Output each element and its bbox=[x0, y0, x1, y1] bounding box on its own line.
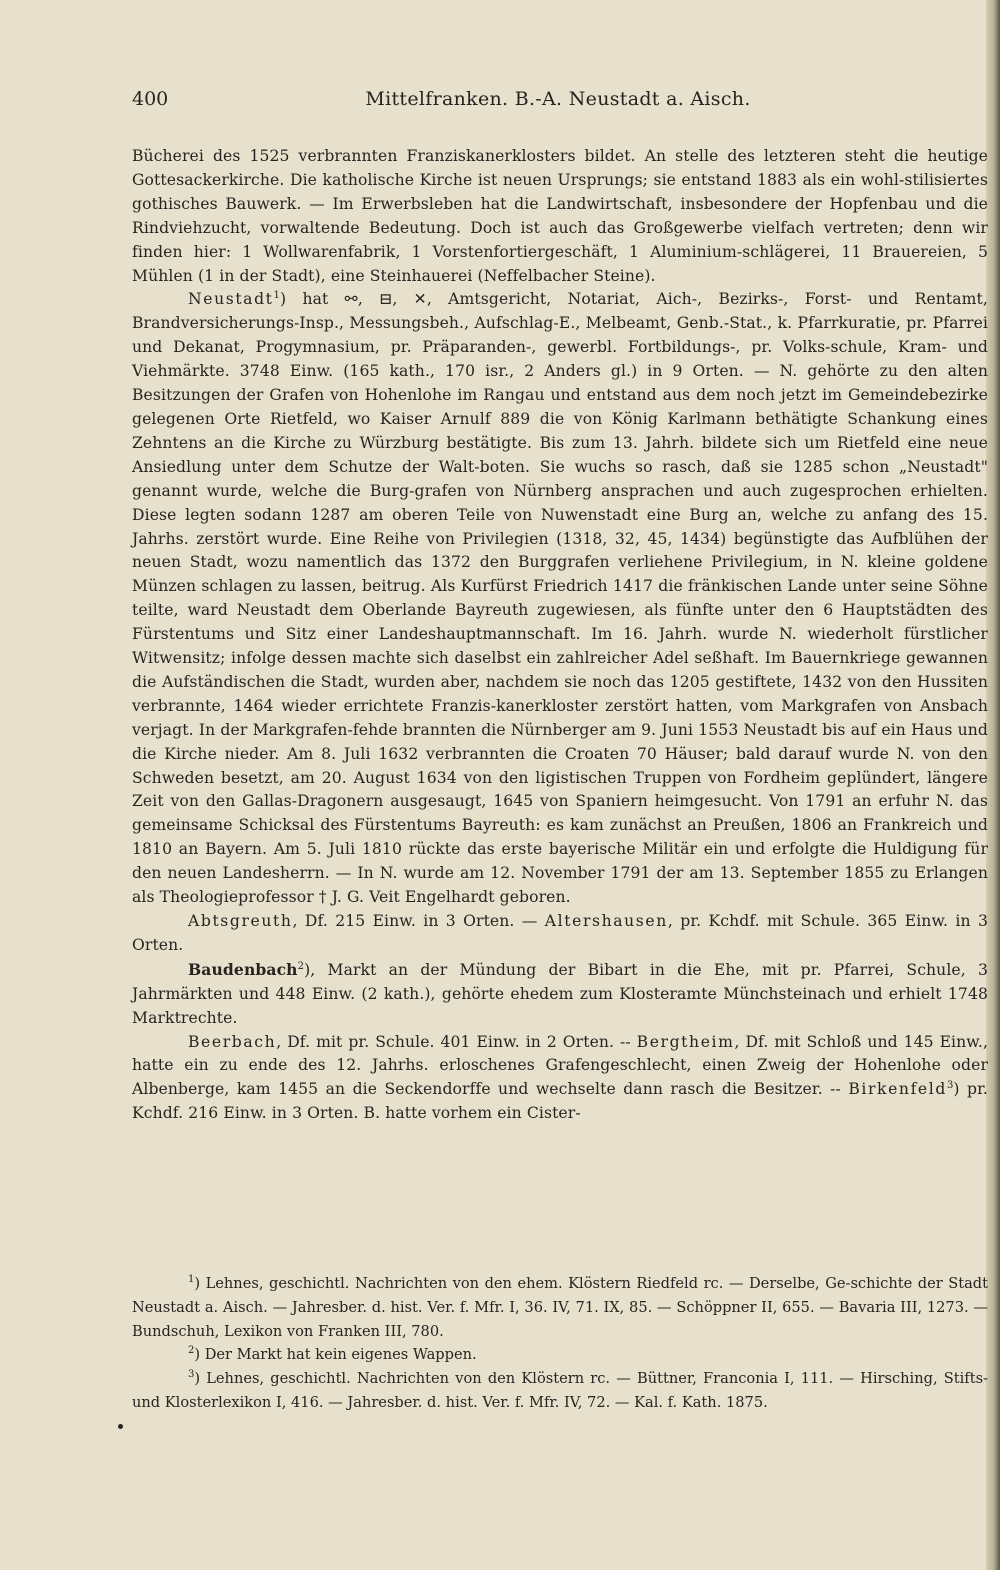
footnote-1-text: ) Lehnes, geschichtl. Nachrichten von den ehem. Klöstern Riedfeld rc. — Derselbe, Ge-schichte der Stadt Neustadt a. Aisch. — Jahresber. d. hist. Ver. f. Mfr. I, 36. IV, 71. IX, 85. — Schöppner II, 655. — Bavaria III, 1273. — Bundschuh, Lexikon von Franken III, 780. bbox=[132, 1275, 988, 1340]
paragraph-beerbach bbox=[132, 1031, 988, 1127]
paragraph-bergtheim-text: , Df. mit Schloß und 145 Einw., hatte ein zu ende des 12. Jahrhs. erloschenes Grafengeschlecht, einen Zweig der Hohenlohe oder Albenberge, kam 1455 an die Seckendorffe und wechselte dann rasch die Besitzer. -- bbox=[132, 1032, 988, 1099]
paragraph-beerbach-text: , Df. mit pr. Schule. 401 Einw. in 2 Orten. -- bbox=[276, 1032, 637, 1051]
page-number: 400 bbox=[132, 88, 169, 110]
place-name-beerbach: Beerbach bbox=[188, 1032, 277, 1051]
footnote-ref-2: 2 bbox=[297, 960, 305, 972]
page-header bbox=[132, 88, 984, 118]
place-name-abtsgreuth: Abtsgreuth bbox=[188, 912, 293, 930]
paragraph-neustadt bbox=[132, 288, 988, 910]
page-edge bbox=[986, 0, 1000, 1570]
footnote-1-mark: 1 bbox=[188, 1274, 195, 1286]
footnote-3-mark: 3 bbox=[188, 1369, 195, 1381]
paragraph-baudenbach-text: ), Markt an der Mündung der Bibart in die Ehe, mit pr. Pfarrei, Schule, 3 Jahrmärkten und 448 Einw. (2 kath.), gehörte ehedem zum Klosteramte Münchsteinach und erhielt 1748 Marktrechte. bbox=[132, 960, 988, 1027]
main-text bbox=[132, 145, 988, 1126]
footnote-1 bbox=[132, 1272, 988, 1343]
paragraph-baudenbach bbox=[132, 958, 988, 1031]
footnote-2-mark: 2 bbox=[188, 1345, 195, 1357]
paragraph-birkenfeld-text: ) pr. Kchdf. 216 Einw. in 3 Orten. B. hatte vorhem ein Cister- bbox=[132, 1080, 988, 1123]
margin-dot bbox=[118, 1424, 123, 1429]
footnote-2 bbox=[132, 1343, 988, 1367]
paragraph-1: Bücherei des 1525 verbrannten Franziskanerklosters bildet. An stelle des letzteren steht die heutige Gottesackerkirche. Die katholische Kirche ist neuen Ursprungs; sie entstand 1883 als ein wohl-stilisiertes gothisches Bauwerk. — Im Erwerbsleben hat die Landwirtschaft, insbesondere der Hopfenbau und die Rindviehzucht, vorwaltende Bedeutung. Doch ist auch das Großgewerbe vielfach vertreten; denn wir finden hier: 1 Wollwarenfabrik, 1 Vorstenfortiergeschäft, 1 Aluminium-schlägerei, 11 Brauereien, 5 Mühlen (1 in der Stadt), eine Steinhauerei (Neffelbacher Steine). bbox=[132, 147, 988, 285]
paragraph-neustadt-text: hat ⚯, ⊟, ✕, Amtsgericht, Notariat, Aich-, Bezirks-, Forst- und Rentamt, Brandversicherungs-Insp., Messungsbeh., Aufschlag-E., Melbeamt, Genb.-Stat., k. Pfarrkuratie, pr. Pfarrei und Dekanat, Progymnasium, pr. Präparanden-, gewerbl. Fortbildungs-, pr. Volks-schule, Kram- und Viehmärkte. 3748 Einw. (165 kath., 170 isr., 2 Anders gl.) in 9 Orten. — N. gehörte zu den alten Besitzungen der Grafen von Hohenlohe im Rangau und entstand aus dem noch jetzt im Gemeindebezirke gelegenen Orte Rietfeld, wo Kaiser Arnulf 889 die von König Karlmann bethätigte Schankung eines Zehntens an die Kirche zu Würzburg bestätigte. Bis zum 13. Jahrh. bildete sich um Rietfeld eine neue Ansiedlung unter dem Schutze der Walt-boten. Sie wuchs so rasch, daß sie 1285 schon „Neustadt" genannt wurde, welche die Burg-grafen von Nürnberg ansprachen und auch zugesprochen erhielten. Diese legten sodann 1287 am oberen Teile von Nuwenstadt eine Burg an, welche zu anfang des 15. Jahrhs. zerstört wurde. Eine Reihe von Privilegien (1318, 32, 45, 1434) begünstigte das Aufblühen der neuen Stadt, wozu namentlich das 1372 den Burggrafen verliehene Privilegium, in N. kleine goldene Münzen schlagen zu lassen, beitrug. Als Kurfürst Friedrich 1417 die fränkischen Lande unter seine Söhne teilte, ward Neustadt dem Oberlande Bayreuth zugewiesen, als fünfte unter den 6 Hauptstädten des Fürstentums und Sitz einer Landeshauptmannschaft. Im 16. Jahrh. wurde N. wiederholt fürstlicher Witwensitz; infolge dessen machte sich daselbst ein zahlreicher Adel seßhaft. Im Bauernkriege gewannen die Aufständischen die Stadt, wurden aber, nachdem sie noch das 1205 gestiftete, 1432 von den Hussiten verbrannte, 1464 wieder errichtete Franzis-kanerkloster zerstört hatten, vom Markgrafen von Ansbach verjagt. In der Markgrafen-fehde brannten die Nürnberger am 9. Juni 1553 Neustadt bis auf ein Haus und die Kirche nieder. Am 8. Juli 1632 verbrannten die Croaten 70 Häuser; bald darauf wurde N. von den Schweden besetzt, am 20. August 1634 von den ligistischen Truppen von Fordheim geplündert, längere Zeit von den Gallas-Dragonern ausgesaugt, 1645 von Spaniern heimgesucht. Von 1791 an erfuhr N. das gemeinsame Schicksal des Fürstentums Bayreuth: es kam zunächst an Preußen, 1806 an Frankreich und 1810 an Bayern. Am 5. Juli 1810 rückte das erste bayerische Militär ein und erfolgte die Huldigung für den neuen Landesherrn. — In N. wurde am 12. November 1791 der am 13. September 1855 zu Erlangen als Theologieprofessor † J. G. Veit Engelhardt geboren. bbox=[132, 290, 988, 907]
paragraph-abtsgreuth bbox=[132, 910, 988, 958]
footnote-3-text: ) Lehnes, geschichtl. Nachrichten von den Klöstern rc. — Büttner, Franconia I, 111. — Hirsching, Stifts- und Klosterlexikon I, 416. — Jahresber. d. hist. Ver. f. Mfr. IV, 72. — Kal. f. Kath. 1875. bbox=[132, 1370, 988, 1411]
paragraph-altershausen-text: , pr. Kchdf. mit Schule. 365 Einw. in 3 Orten. bbox=[132, 912, 988, 954]
place-name-bergtheim: Bergtheim bbox=[636, 1032, 735, 1051]
footnotes bbox=[132, 1272, 988, 1415]
footnote-ref-1: 1 bbox=[273, 290, 280, 302]
running-title: Mittelfranken. B.-A. Neustadt a. Aisch. bbox=[365, 88, 751, 110]
footnote-3 bbox=[132, 1367, 988, 1415]
place-name-altershausen: Altershausen bbox=[544, 912, 668, 930]
footnote-ref-3: 3 bbox=[946, 1080, 954, 1092]
footnote-2-text: ) Der Markt hat kein eigenes Wappen. bbox=[194, 1346, 477, 1364]
place-name-birkenfeld: Birkenfeld bbox=[848, 1080, 947, 1099]
paragraph-abtsgreuth-text: , Df. 215 Einw. in 3 Orten. — bbox=[292, 912, 545, 930]
footnote-ref-close: ) bbox=[280, 290, 303, 309]
place-name-neustadt: Neustadt bbox=[188, 290, 274, 309]
place-name-baudenbach: Baudenbach bbox=[188, 959, 298, 979]
